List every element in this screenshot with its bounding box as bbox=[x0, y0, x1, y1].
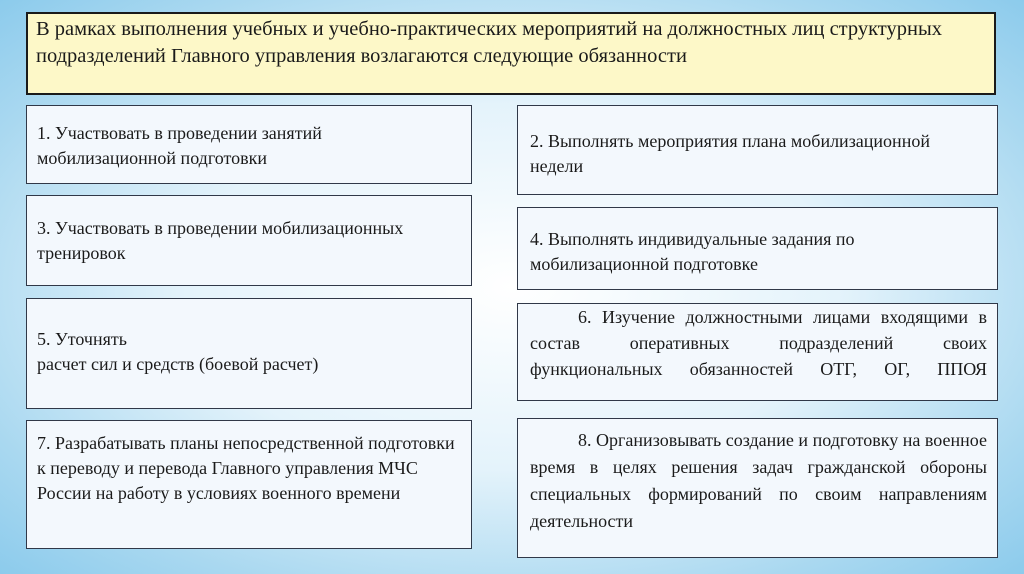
duty-card-5-line1: 5. Уточнять bbox=[37, 329, 127, 349]
duty-card-8 bbox=[517, 418, 998, 558]
slide-title-box bbox=[26, 12, 996, 95]
duty-card-3 bbox=[26, 195, 472, 286]
duty-card-2-text: 2. Выполнять мероприятия плана мобилизационной недели bbox=[530, 131, 930, 176]
duty-card-4-text: 4. Выполнять индивидуальные задания по мобилизационной подготовке bbox=[530, 229, 855, 274]
duty-card-7 bbox=[26, 420, 472, 549]
duty-card-2 bbox=[517, 105, 998, 195]
duty-card-6-text: 6. Изучение должностными лицами входящими в состав оперативных подразделений своих функциональных обязанностей ОТГ, ОГ, ППОЯ bbox=[530, 307, 987, 379]
duty-card-3-text: 3. Участвовать в проведении мобилизационных тренировок bbox=[37, 218, 404, 263]
duty-card-8-text: 8. Организовывать создание и подготовку на военное время в целях решения задач гражданской обороны специальных формирований по своим направлениям деятельности bbox=[530, 430, 987, 531]
duty-card-7-text: 7. Разрабатывать планы непосредственной подготовки к переводу и перевода Главного управления МЧС России на работу в условиях военного времени bbox=[37, 433, 455, 503]
duty-card-1 bbox=[26, 105, 472, 184]
duty-card-1-text: 1. Участвовать в проведении занятий мобилизационной подготовки bbox=[37, 123, 322, 168]
slide-title-text: В рамках выполнения учебных и учебно-практических мероприятий на должностных лиц структурных подразделений Главного управления возлагаются следующие обязанности bbox=[36, 18, 942, 67]
duty-card-6 bbox=[517, 303, 998, 401]
duty-card-5-line2: расчет сил и средств (боевой расчет) bbox=[37, 354, 319, 374]
duty-card-5 bbox=[26, 298, 472, 409]
duty-card-4 bbox=[517, 207, 998, 290]
